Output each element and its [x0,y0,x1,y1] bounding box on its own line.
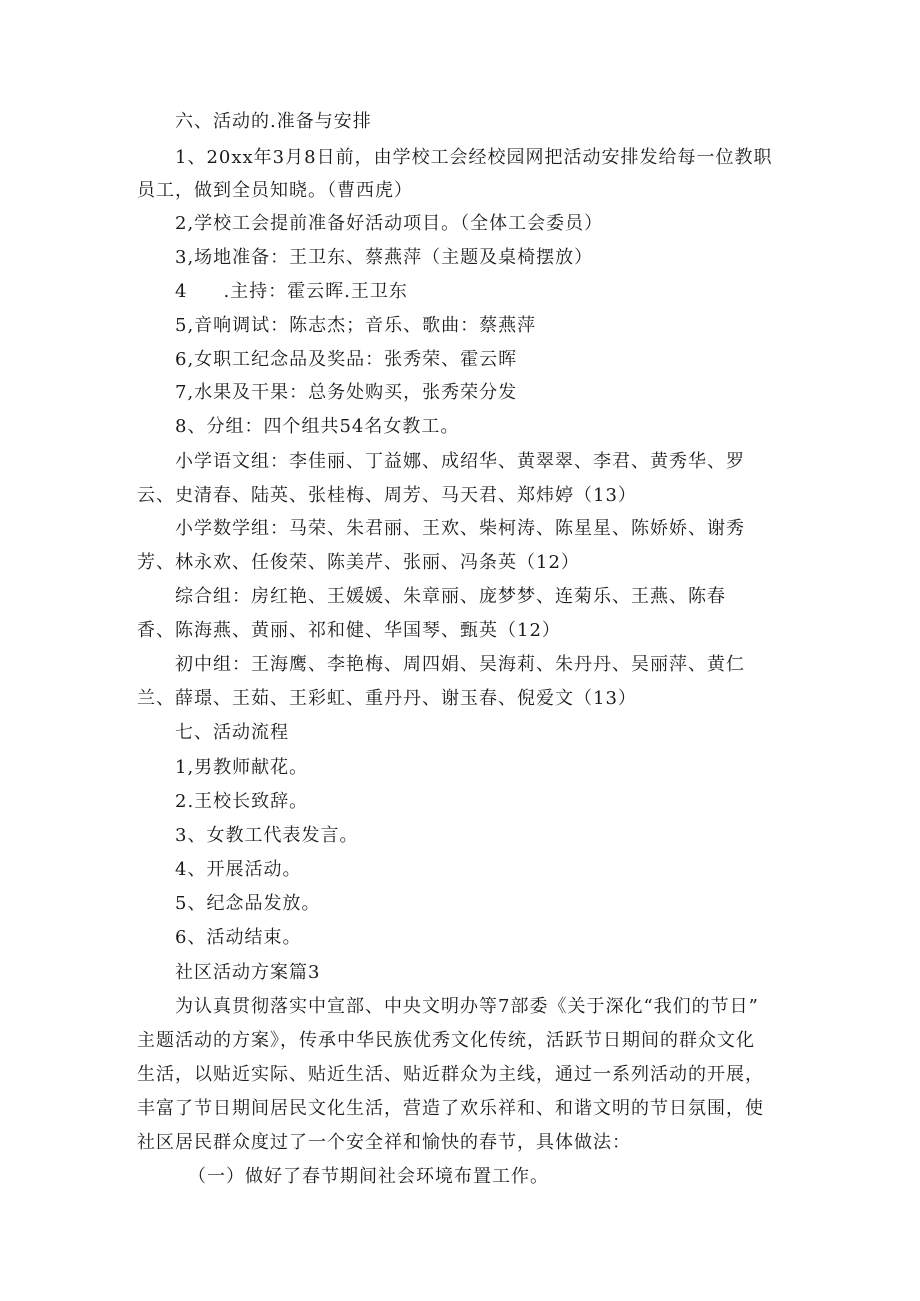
item-1-line-1: 1、20xx年3月8日前，由学校工会经校园网把活动安排发给每一位教职 [175,147,773,168]
flow-step-2: 2.王校长致辞。 [175,791,309,812]
flow-step-1: 1,男教师献花。 [175,757,309,778]
item-2: 2,学校工会提前准备好活动项目。（全体工会委员） [175,213,604,234]
item-4-number: 4 [175,281,188,302]
paragraph-line-3: 生活，以贴近实际、贴近生活、贴近群众为主线，通过一系列活动的开展， [137,1064,764,1085]
article-3-title: 社区活动方案篇3 [175,962,321,983]
flow-step-5: 5、纪念品发放。 [175,893,321,914]
group-chinese-line-2: 云、史清春、陆英、张桂梅、周芳、马天君、郑炜婷（13） [137,485,637,506]
group-math-line-1: 小学数学组：马荣、朱君丽、王欢、柴柯涛、陈星星、陈娇娇、谢秀 [175,518,745,539]
section-6-heading: 六、活动的.准备与安排 [175,111,372,132]
paragraph-line-2: 主题活动的方案》，传承中华民族优秀文化传统，活跃节日期间的群众文化 [137,1030,755,1051]
flow-step-4: 4、开展活动。 [175,859,302,880]
group-junior-line-1: 初中组：王海鹰、李艳梅、周四娟、吴海莉、朱丹丹、吴丽萍、黄仁 [175,654,745,675]
group-math-line-2: 芳、林永欢、任俊荣、陈美芹、张丽、冯条英（12） [137,552,580,573]
item-4-text: .主持：霍云晖.王卫东 [223,281,408,302]
item-5: 5,音响调试：陈志杰；音乐、歌曲：蔡燕萍 [175,315,537,336]
subsection-1-heading: （一）做好了春节期间社会环境布置工作。 [188,1166,549,1187]
paragraph-line-1: 为认真贯彻落实中宣部、中央文明办等7部委《关于深化“我们的节日” [175,996,759,1017]
section-7-heading: 七、活动流程 [175,722,289,743]
group-general-line-1: 综合组：房红艳、王媛媛、朱章丽、庞梦梦、连菊乐、王燕、陈春 [175,586,726,607]
item-7: 7,水果及干果：总务处购买，张秀荣分发 [175,382,518,403]
group-general-line-2: 香、陈海燕、黄丽、祁和健、华国琴、甄英（12） [137,620,561,641]
paragraph-line-5: 社区居民群众度过了一个安全祥和愉快的春节，具体做法： [137,1132,631,1153]
item-3: 3,场地准备：王卫东、蔡燕萍（主题及桌椅摆放） [175,247,594,268]
item-4 [175,280,408,304]
item-1-line-2: 员工，做到全员知晓。（曹西虎） [137,180,413,201]
item-6: 6,女职工纪念品及奖品：张秀荣、霍云晖 [175,349,518,370]
item-8: 8、分组：四个组共54名女教工。 [175,416,460,437]
group-chinese-line-1: 小学语文组：李佳丽、丁益娜、成绍华、黄翠翠、李君、黄秀华、罗 [175,451,745,472]
paragraph-line-4: 丰富了节日期间居民文化生活，营造了欢乐祥和、和谐文明的节日氛围，使 [137,1098,764,1119]
flow-step-6: 6、活动结束。 [175,927,302,948]
flow-step-3: 3、女教工代表发言。 [175,825,359,846]
group-junior-line-2: 兰、薛璟、王茹、王彩虹、重丹丹、谢玉春、倪爱文（13） [137,688,637,709]
